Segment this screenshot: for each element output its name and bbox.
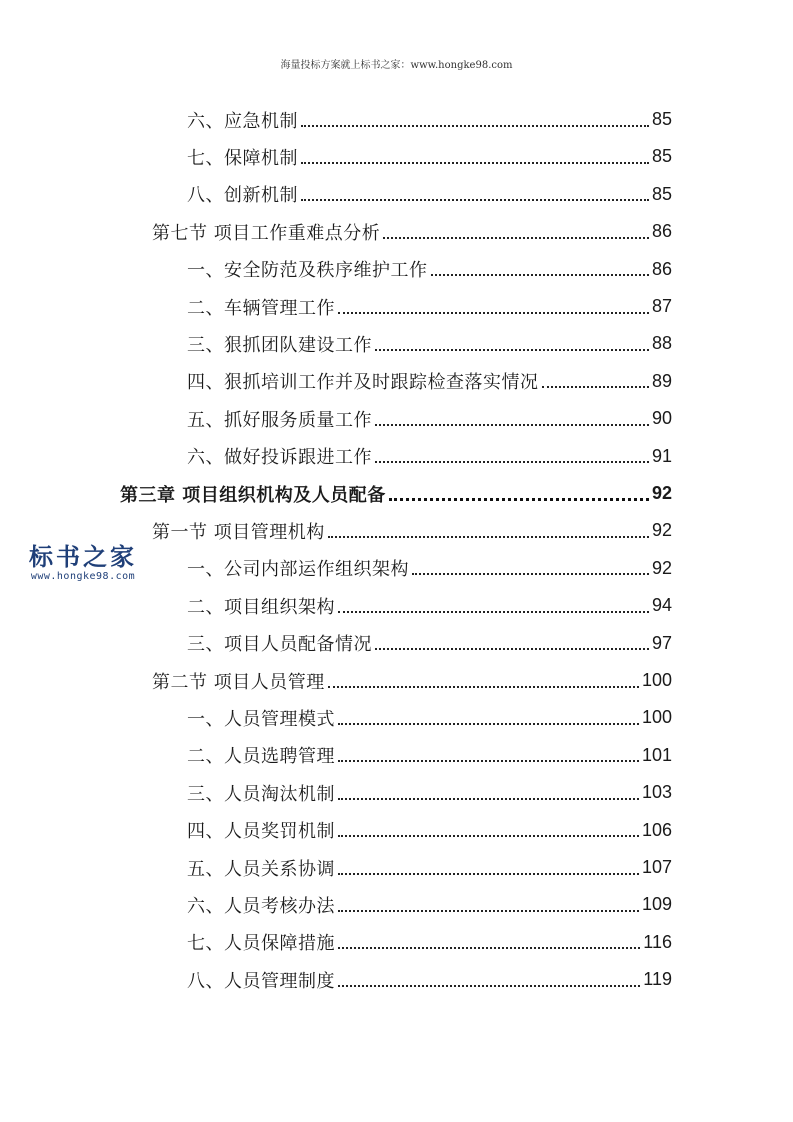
toc-entry-item[interactable] xyxy=(187,961,672,998)
toc-entry-page-number: 103 xyxy=(641,782,672,803)
toc-entry-label: 第一节 项目管理机构 xyxy=(152,521,325,543)
toc-entry-label: 三、项目人员配备情况 xyxy=(187,634,372,656)
toc-leader-dots xyxy=(328,686,639,688)
toc-entry-page-number: 92 xyxy=(651,520,672,541)
toc-leader-dots xyxy=(383,237,649,239)
toc-entry-item[interactable] xyxy=(187,325,672,362)
page-header: 海量投标方案就上标书之家：www.hongke98.com xyxy=(280,60,513,71)
toc-entry-chapter[interactable] xyxy=(120,475,672,512)
toc-leader-dots xyxy=(301,199,649,201)
toc-leader-dots xyxy=(338,723,639,725)
toc-entry-page-number: 87 xyxy=(651,296,672,316)
watermark-url: www.hongke98.com xyxy=(30,571,136,582)
toc-leader-dots xyxy=(338,947,640,949)
toc-leader-dots xyxy=(375,424,649,426)
toc-entry-item[interactable] xyxy=(187,101,672,138)
toc-entry-item[interactable] xyxy=(187,176,672,213)
toc-entry-label: 六、人员考核办法 xyxy=(187,895,335,917)
toc-entry-item[interactable] xyxy=(187,849,672,886)
toc-leader-dots xyxy=(431,274,649,276)
toc-entry-page-number: 89 xyxy=(651,370,672,391)
toc-leader-dots xyxy=(301,125,649,127)
toc-entry-item[interactable] xyxy=(187,886,672,923)
toc-entry-page-number: 100 xyxy=(641,670,672,690)
toc-entry-item[interactable] xyxy=(187,699,672,736)
toc-entry-section[interactable] xyxy=(152,512,672,549)
toc-entry-item[interactable] xyxy=(187,587,672,624)
toc-entry-label: 一、安全防范及秩序维护工作 xyxy=(187,260,428,282)
toc-entry-label: 七、人员保障措施 xyxy=(187,933,335,955)
toc-entry-label: 第三章 项目组织机构及人员配备 xyxy=(120,484,386,506)
toc-entry-item[interactable] xyxy=(187,625,672,662)
toc-leader-dots xyxy=(375,461,649,463)
toc-entry-label: 六、做好投诉跟进工作 xyxy=(187,447,372,469)
toc-entry-page-number: 100 xyxy=(641,707,672,728)
toc-entry-label: 四、狠抓培训工作并及时跟踪检查落实情况 xyxy=(187,372,539,394)
toc-entry-label: 八、人员管理制度 xyxy=(187,970,335,992)
toc-entry-page-number: 86 xyxy=(651,258,672,279)
toc-entry-label: 一、公司内部运作组织架构 xyxy=(187,559,409,581)
toc-leader-dots xyxy=(375,648,649,650)
toc-leader-dots xyxy=(338,798,639,800)
toc-entry-page-number: 90 xyxy=(651,408,672,429)
toc-entry-page-number: 85 xyxy=(651,183,672,204)
toc-entry-page-number: 107 xyxy=(641,857,672,877)
toc-leader-dots xyxy=(375,349,649,351)
toc-entry-page-number: 119 xyxy=(643,969,672,990)
toc-entry-page-number: 109 xyxy=(641,894,672,915)
toc-entry-page-number: 116 xyxy=(643,931,672,952)
toc-entry-label: 第二节 项目人员管理 xyxy=(152,671,325,693)
toc-leader-dots xyxy=(412,573,649,575)
toc-entry-section[interactable] xyxy=(152,662,672,699)
watermark-title: 标书之家 xyxy=(29,543,137,571)
toc-entry-label: 七、保障机制 xyxy=(187,147,298,169)
toc-entry-page-number: 85 xyxy=(651,109,672,129)
toc-leader-dots xyxy=(338,312,649,314)
toc-leader-dots xyxy=(328,536,649,538)
toc-entry-page-number: 92 xyxy=(651,557,672,578)
toc-entry-page-number: 88 xyxy=(651,333,672,354)
toc-entry-item[interactable] xyxy=(187,438,672,475)
toc-entry-item[interactable] xyxy=(187,924,672,961)
toc-entry-page-number: 97 xyxy=(651,632,672,653)
toc-entry-item[interactable] xyxy=(187,774,672,811)
toc-leader-dots xyxy=(542,386,649,388)
toc-entry-label: 三、狠抓团队建设工作 xyxy=(187,334,372,356)
toc-entry-label: 二、项目组织架构 xyxy=(187,596,335,618)
toc-entry-page-number: 101 xyxy=(641,744,672,765)
toc-entry-item[interactable] xyxy=(187,251,672,288)
toc-entry-label: 六、应急机制 xyxy=(187,110,298,132)
toc-leader-dots xyxy=(301,162,649,164)
toc-entry-page-number: 94 xyxy=(651,595,672,616)
toc-entry-label: 八、创新机制 xyxy=(187,185,298,207)
toc-leader-dots xyxy=(338,910,639,912)
toc-leader-dots xyxy=(338,985,640,987)
toc-leader-dots xyxy=(389,498,649,501)
toc-entry-label: 第七节 项目工作重难点分析 xyxy=(152,222,381,244)
toc-entry-item[interactable] xyxy=(187,737,672,774)
toc-entry-item[interactable] xyxy=(187,550,672,587)
toc-entry-section[interactable] xyxy=(152,213,672,250)
toc-entry-page-number: 106 xyxy=(641,819,672,840)
toc-leader-dots xyxy=(338,873,639,875)
toc-entry-page-number: 91 xyxy=(651,445,672,466)
toc-entry-page-number: 92 xyxy=(651,483,672,503)
toc-entry-label: 三、人员淘汰机制 xyxy=(187,783,335,805)
watermark-logo xyxy=(8,537,158,582)
toc-entry-item[interactable] xyxy=(187,138,672,175)
toc-entry-item[interactable] xyxy=(187,400,672,437)
toc-entry-label: 二、人员选聘管理 xyxy=(187,746,335,768)
toc-entry-label: 五、人员关系协调 xyxy=(187,858,335,880)
toc-leader-dots xyxy=(338,760,639,762)
toc-entry-label: 一、人员管理模式 xyxy=(187,708,335,730)
toc-entry-item[interactable] xyxy=(187,288,672,325)
toc-entry-item[interactable] xyxy=(187,812,672,849)
toc-entry-label: 二、车辆管理工作 xyxy=(187,297,335,319)
toc-entry-item[interactable] xyxy=(187,363,672,400)
toc-leader-dots xyxy=(338,611,649,613)
toc-entry-label: 四、人员奖罚机制 xyxy=(187,821,335,843)
toc-entry-page-number: 86 xyxy=(651,221,672,242)
toc-entry-label: 五、抓好服务质量工作 xyxy=(187,409,372,431)
toc-leader-dots xyxy=(338,835,639,837)
toc-entry-page-number: 85 xyxy=(651,146,672,167)
